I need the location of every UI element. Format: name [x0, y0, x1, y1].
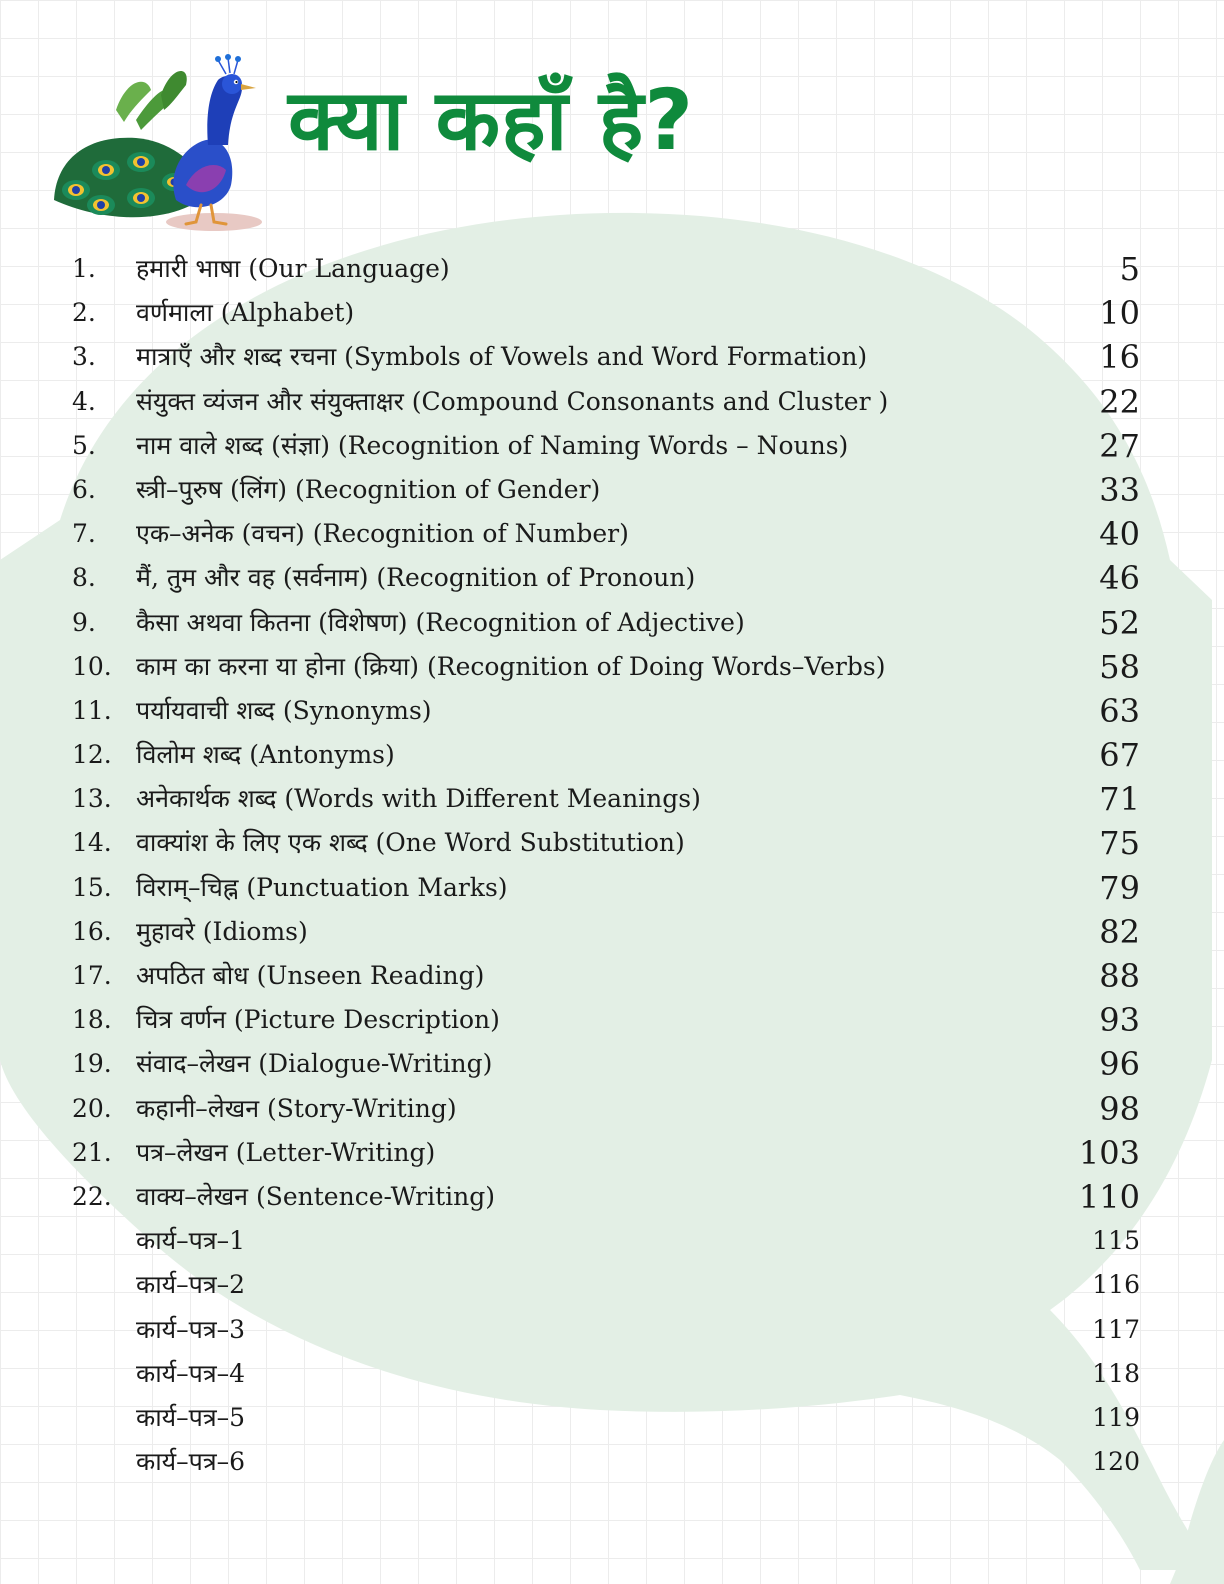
page-title: क्या कहाँ है? [288, 71, 695, 169]
toc-entry[interactable] [72, 998, 1140, 1042]
chapter-title: वर्णमाला (Alphabet) [136, 298, 355, 328]
chapter-title: अनेकार्थक शब्द (Words with Different Meanings) [136, 784, 701, 814]
chapter-number: 8. [72, 563, 96, 593]
toc-entry[interactable] [72, 1087, 1140, 1131]
chapter-number: 1. [72, 254, 96, 283]
chapter-number: 15. [72, 872, 112, 902]
page-number: 98 [1099, 1089, 1140, 1128]
chapter-title: कैसा अथवा कितना (विशेषण) (Recognition of Adjective) [136, 607, 745, 637]
chapter-title: कार्य–पत्र–1 [136, 1226, 246, 1256]
chapter-number: 7. [72, 519, 96, 549]
page-number: 93 [1099, 1001, 1140, 1040]
toc-entry[interactable] [72, 910, 1140, 954]
chapter-number: 6. [72, 474, 96, 504]
chapter-title: मैं, तुम और वह (सर्वनाम) (Recognition of Pronoun) [136, 563, 696, 593]
chapter-number: 3. [72, 342, 96, 372]
page-number: 118 [1092, 1358, 1140, 1388]
worksheet-entry[interactable] [72, 1440, 1140, 1484]
chapter-number: 11. [72, 695, 112, 725]
chapter-number: 12. [72, 740, 112, 770]
worksheet-entry[interactable] [72, 1352, 1140, 1396]
chapter-title: नाम वाले शब्द (संज्ञा) (Recognition of Naming Words – Nouns) [136, 430, 849, 460]
chapter-title: कहानी–लेखन (Story-Writing) [136, 1093, 457, 1123]
chapter-number: 16. [72, 916, 112, 946]
toc-entry[interactable] [72, 777, 1140, 821]
chapter-title: विलोम शब्द (Antonyms) [136, 740, 395, 770]
toc-entry[interactable] [72, 1131, 1140, 1175]
worksheet-entry[interactable] [72, 1219, 1140, 1263]
page-number: 22 [1099, 382, 1140, 421]
page-number: 110 [1078, 1177, 1140, 1216]
page-number: 33 [1099, 470, 1140, 509]
chapter-title: चित्र वर्णन (Picture Description) [136, 1005, 500, 1035]
chapter-title: मात्राएँ और शब्द रचना (Symbols of Vowels and Word Formation) [136, 342, 868, 372]
chapter-number: 17. [72, 961, 112, 990]
page-number: 120 [1092, 1447, 1140, 1477]
toc-entry[interactable] [72, 468, 1140, 512]
toc-entry[interactable] [72, 645, 1140, 689]
toc-entry[interactable] [72, 1175, 1140, 1219]
chapter-number: 22. [72, 1181, 112, 1211]
chapter-title: वाक्य–लेखन (Sentence-Writing) [136, 1181, 495, 1211]
chapter-number: 10. [72, 651, 112, 681]
toc-entry[interactable] [72, 689, 1140, 733]
page-number: 103 [1078, 1133, 1140, 1172]
chapter-number: 20. [72, 1093, 112, 1123]
chapter-title: वाक्यांश के लिए एक शब्द (One Word Substitution) [136, 828, 685, 858]
toc-entry[interactable] [72, 247, 1140, 291]
chapter-title: पत्र–लेखन (Letter-Writing) [136, 1137, 436, 1167]
page-number: 27 [1099, 426, 1140, 465]
page-number: 88 [1099, 957, 1140, 995]
toc-entry[interactable] [72, 291, 1140, 335]
page-number: 5 [1119, 250, 1140, 288]
chapter-number: 21. [72, 1137, 112, 1167]
page-number: 67 [1099, 736, 1140, 775]
chapter-number: 2. [72, 298, 96, 328]
chapter-number: 5. [72, 430, 96, 460]
page-number: 117 [1092, 1314, 1140, 1344]
chapter-title: कार्य–पत्र–6 [136, 1447, 246, 1477]
toc-entry[interactable] [72, 954, 1140, 998]
page-number: 10 [1099, 294, 1140, 333]
worksheet-entry[interactable] [72, 1396, 1140, 1440]
page-number: 119 [1092, 1402, 1140, 1432]
chapter-title: संयुक्त व्यंजन और संयुक्ताक्षर (Compound Consonants and Cluster ) [136, 386, 889, 416]
chapter-number: 9. [72, 607, 96, 637]
page-number: 115 [1092, 1226, 1140, 1256]
chapter-number: 19. [72, 1049, 112, 1079]
chapter-title: विराम्–चिह्न (Punctuation Marks) [136, 872, 508, 902]
chapter-title: कार्य–पत्र–4 [136, 1358, 246, 1388]
chapter-title: कार्य–पत्र–5 [136, 1402, 246, 1432]
chapter-title: कार्य–पत्र–3 [136, 1314, 246, 1344]
chapter-title: कार्य–पत्र–2 [136, 1270, 246, 1300]
chapter-title: काम का करना या होना (क्रिया) (Recognition of Doing Words–Verbs) [136, 651, 886, 681]
toc-entry[interactable] [72, 556, 1140, 600]
page-number: 16 [1099, 338, 1140, 377]
chapter-title: एक–अनेक (वचन) (Recognition of Number) [136, 519, 629, 549]
chapter-title: पर्यायवाची शब्द (Synonyms) [136, 695, 432, 725]
worksheet-entry[interactable] [72, 1308, 1140, 1352]
chapter-number: 18. [72, 1005, 112, 1035]
toc-entry[interactable] [72, 424, 1140, 468]
toc-entry[interactable] [72, 821, 1140, 865]
page-number: 63 [1099, 691, 1140, 730]
toc-entry[interactable] [72, 601, 1140, 645]
page-number: 79 [1099, 868, 1140, 907]
chapter-title: अपठित बोध (Unseen Reading) [136, 961, 485, 990]
toc-entry[interactable] [72, 512, 1140, 556]
chapter-title: हमारी भाषा (Our Language) [136, 254, 450, 283]
page-number: 58 [1099, 647, 1140, 686]
page-number: 40 [1099, 515, 1140, 554]
page-number: 96 [1099, 1045, 1140, 1084]
toc-entry[interactable] [72, 1042, 1140, 1086]
chapter-title: मुहावरे (Idioms) [136, 916, 308, 946]
chapter-title: संवाद–लेखन (Dialogue-Writing) [136, 1049, 493, 1079]
table-of-contents [72, 247, 1140, 1484]
page-number: 82 [1099, 912, 1140, 951]
page-number: 75 [1099, 824, 1140, 863]
chapter-number: 13. [72, 784, 112, 814]
toc-entry[interactable] [72, 866, 1140, 910]
toc-entry[interactable] [72, 380, 1140, 424]
chapter-number: 14. [72, 828, 112, 858]
chapter-number: 4. [72, 386, 96, 416]
page-number: 46 [1099, 559, 1140, 598]
page-number: 71 [1099, 780, 1140, 819]
page-number: 116 [1092, 1270, 1140, 1300]
page-number: 52 [1099, 603, 1140, 642]
chapter-title: स्त्री–पुरुष (लिंग) (Recognition of Gender) [136, 474, 601, 504]
peacock-icon [46, 50, 266, 240]
worksheet-entry[interactable] [72, 1263, 1140, 1307]
toc-entry[interactable] [72, 733, 1140, 777]
toc-entry[interactable] [72, 335, 1140, 379]
